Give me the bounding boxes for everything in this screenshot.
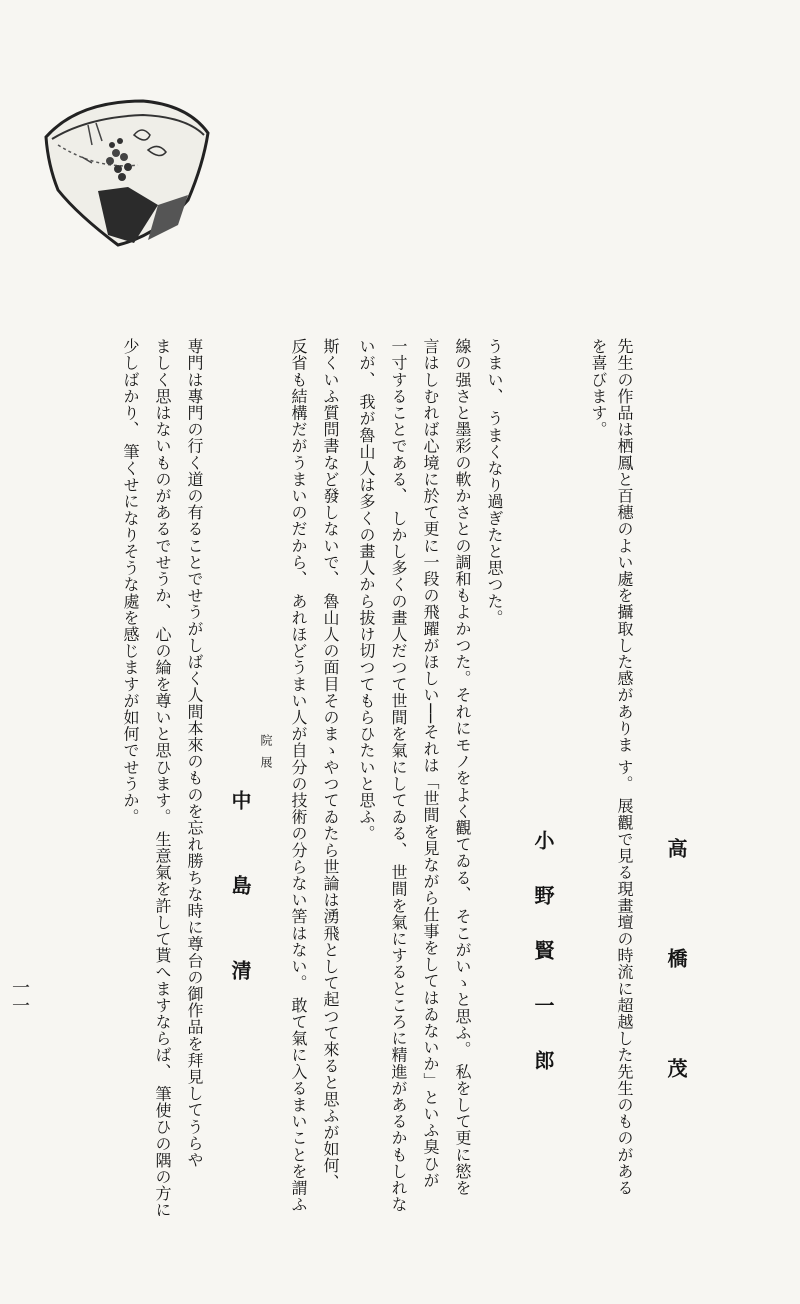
author-name-nakajima: 中 島 清 bbox=[228, 790, 252, 980]
author-name-takahashi: 高 橋 茂 bbox=[664, 838, 688, 1078]
text-column: 反省も結構だがうまいのだから、 あれほどうまい人が自分の技術の分らない筈はない。 敢て氣に入るまいことを謂ふ bbox=[289, 338, 308, 1213]
text-column: 言はしむれば心境に於て更に一段の飛躍がほしい──それは「世間を見ながら仕事をしてはゐないか」といふ臭ひが bbox=[421, 338, 440, 1189]
author-name-ono: 小 野 賢 一 郎 bbox=[531, 830, 555, 1070]
page-number: 一一 bbox=[9, 978, 30, 1014]
text-column: を喜びます。 bbox=[589, 338, 608, 438]
text-column: うまい、 うまくなり過ぎたと思つた。 bbox=[485, 338, 504, 626]
text-column: 線の强さと墨彩の軟かさとの調和もよかつた。それにモノをよく觀てゐる、 そこがいゝと思ふ。 私をして更に慾を bbox=[453, 338, 472, 1196]
text-column: 斯くいふ質問書など發しないで、 魯山人の面目そのまゝやつてゐたら世論は湧飛として起つて來ると思ふが如何、 bbox=[321, 338, 340, 1191]
text-column: ましく思はないものがあるでせうか、 心の綸を尊いと思ひます。 生意氣を許して貰へますならば、 筆使ひの隅の方に bbox=[153, 338, 172, 1219]
bowl-illustration bbox=[38, 95, 238, 255]
text-column: 少しばかり、 筆くせになりそうな處を感じますが如何でせうか。 bbox=[121, 338, 140, 826]
text-column: 一寸することである、 しかし多くの畫人だつて世間を氣にしてゐる、 世間を氣にするところに精進があるかもしれな bbox=[389, 338, 408, 1213]
text-column: 専門は專門の行く道の有ることでせうがしばく人間本來のものを忘れ勝ちな時に尊台の御作品を拜見してうらや bbox=[185, 338, 204, 1168]
text-column: いが、 我が魯山人は多くの畫人から拔け切つてもらひたいと思ふ。 bbox=[357, 338, 376, 842]
text-column: 先生の作品は栖鳳と百穗のよい處を攝取した感がありま す。 展觀で見る現畫壇の時流に超越した先生のものがある bbox=[615, 338, 634, 1196]
group-label: 院展 bbox=[259, 734, 273, 778]
